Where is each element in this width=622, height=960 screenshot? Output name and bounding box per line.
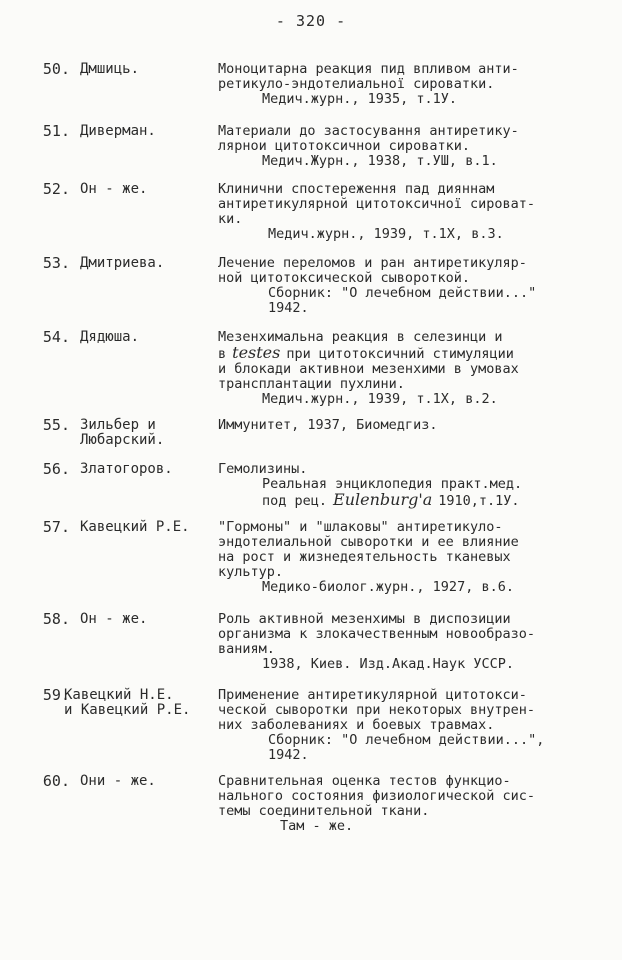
entry-number: 51. xyxy=(42,122,70,140)
entry-number: 54. xyxy=(42,328,70,346)
entry-description xyxy=(218,462,602,509)
entry-author: Он - же. xyxy=(80,611,148,627)
entry-source: Там - же. xyxy=(280,818,354,834)
entry-author: Златогоров. xyxy=(80,461,173,477)
entry-author: Кавецкий Р.Е. xyxy=(80,519,190,535)
entry-source: Медико-биолог.журн., 1927, в.6. xyxy=(262,579,514,595)
entry-text-line: Гемолизины. xyxy=(218,461,308,477)
entry-text-line: Лечение переломов и ран антиретикуляр- xyxy=(218,255,527,271)
entry-text-line: ческой сыворотки при некоторых внутрен- xyxy=(218,702,535,718)
entry-text-line: трансплантации пухлини. xyxy=(218,376,405,392)
entry-text-line: организма к злокачественным новообразо- xyxy=(218,626,535,642)
entry-author: Кавецкий Н.Е. и Кавецкий Р.Е. xyxy=(64,687,191,718)
entry-description xyxy=(218,124,602,169)
entry-text-line: эндотелиальной сыворотки и ее влияние xyxy=(218,534,519,550)
entry-text-line: антиретикулярной цитотоксичної сироват- xyxy=(218,196,535,212)
entry-year: 1942. xyxy=(268,747,309,763)
entry-text-fragment: 1910,т.1У. xyxy=(438,493,520,509)
handwritten-word: Eulenburg'a xyxy=(333,490,433,509)
entry-text-line: Клинични спостереження пад дияннам xyxy=(218,181,495,197)
entry-text-line xyxy=(218,345,602,362)
entry-text-line: Роль активной мезенхимы в диспозиции xyxy=(218,611,511,627)
entry-text-fragment: при цитотоксичний стимуляции xyxy=(286,346,514,362)
entry-text-line: Материали до застосування антиретику- xyxy=(218,123,519,139)
entry-text-line: культур. xyxy=(218,564,284,580)
entry-text-line: ретикуло-эндотелиальної сироватки. xyxy=(218,76,495,92)
entry-text-line: ваниям. xyxy=(218,641,275,657)
page-number: - 320 - xyxy=(275,12,347,30)
entry-description xyxy=(218,520,602,595)
entry-text-line: ной цитотоксической сывороткой. xyxy=(218,270,470,286)
entry-text-line: лярнои цитотоксичнои сироватки. xyxy=(218,138,470,154)
entry-number: 56. xyxy=(42,460,70,478)
entry-source: Сборник: "О лечебном действии...", xyxy=(268,732,545,748)
entry-description xyxy=(218,182,602,242)
entry-text-fragment: под рец. xyxy=(262,493,328,509)
entry-number: 60. xyxy=(42,772,70,790)
entry-source xyxy=(218,492,602,509)
entry-text-line: и блокади активнои мезенхими в умовах xyxy=(218,361,519,377)
entry-text-line: темы соединительной ткани. xyxy=(218,803,430,819)
entry-source: Медич.журн., 1935, т.1У. xyxy=(262,91,458,107)
entry-source: Сборник: "О лечебном действии..." xyxy=(268,285,537,301)
entry-year: 1942. xyxy=(268,300,309,316)
entry-description xyxy=(218,688,602,763)
entry-text-line: Применение антиретикулярной цитотокси- xyxy=(218,687,527,703)
entry-description xyxy=(218,62,602,107)
entry-author: Зильбер и Любарский. xyxy=(80,417,165,448)
entry-text-line: них заболеваниях и боевых травмах. xyxy=(218,717,495,733)
entry-text-fragment: в xyxy=(218,346,227,362)
handwritten-word: testes xyxy=(232,343,281,362)
entry-author: Они - же. xyxy=(80,773,156,789)
entry-author: Дядюша. xyxy=(80,329,140,345)
entry-author: Он - же. xyxy=(80,181,148,197)
entry-number: 52. xyxy=(42,180,70,198)
entry-description xyxy=(218,774,602,834)
entry-description xyxy=(218,256,602,316)
entry-number: 58. xyxy=(42,610,70,628)
entry-text-line: Моноцитарна реакция пид впливом анти- xyxy=(218,61,519,77)
entry-source: Медич.Журн., 1938, т.УШ, в.1. xyxy=(262,153,498,169)
entry-text-line: Иммунитет, 1937, Биомедгиз. xyxy=(218,417,438,433)
entry-text-line: Сравнительная оценка тестов функцио- xyxy=(218,773,511,789)
entry-text-line: Мезенхимальна реакция в селезинци и xyxy=(218,329,503,345)
entry-source: Медич.журн., 1939, т.1Х, в.3. xyxy=(268,226,504,242)
entry-description xyxy=(218,418,602,433)
entry-description xyxy=(218,612,602,672)
entry-number: 57. xyxy=(42,518,70,536)
entry-author: Дмшиць. xyxy=(80,61,140,77)
entry-author: Диверман. xyxy=(80,123,156,139)
entry-description xyxy=(218,330,602,407)
entry-number: 55. xyxy=(42,416,70,434)
entry-number: 59. xyxy=(42,686,70,704)
entry-source: Медич.журн., 1939, т.1Х, в.2. xyxy=(262,391,498,407)
entry-text-line: ки. xyxy=(218,211,243,227)
entry-text-line: "Гормоны" и "шлаковы" антиретикуло- xyxy=(218,519,503,535)
entry-number: 50. xyxy=(42,60,70,78)
entry-source: Реальная энциклопедия практ.мед. xyxy=(262,476,523,492)
entry-text-line: нального состояния физиологической сис- xyxy=(218,788,535,804)
entry-text-line: на рост и жизнедеятельность тканевых xyxy=(218,549,511,565)
entry-author: Дмитриева. xyxy=(80,255,165,271)
entry-number: 53. xyxy=(42,254,70,272)
entry-source: 1938, Киев. Изд.Акад.Наук УССР. xyxy=(262,656,514,672)
